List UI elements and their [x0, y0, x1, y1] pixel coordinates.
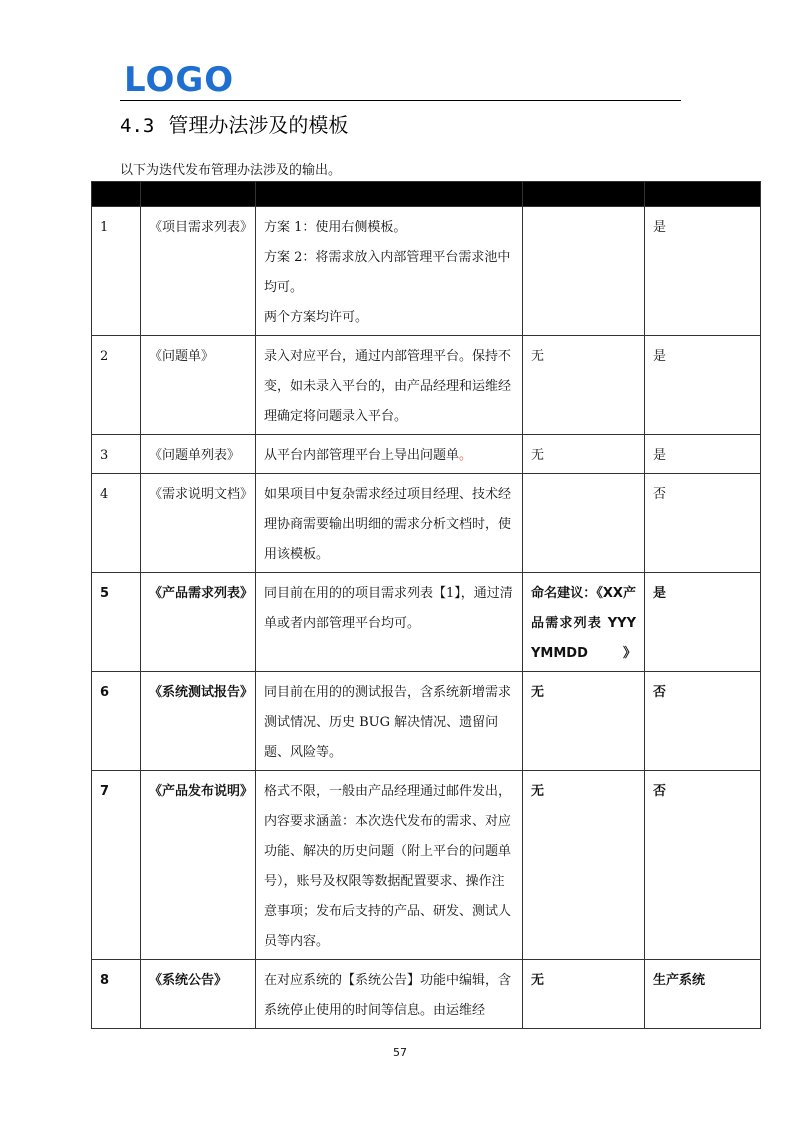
page-number: 57 [393, 1046, 407, 1059]
description-suffix: 。 [459, 448, 473, 463]
row-number: 6 [92, 672, 141, 771]
row-number: 1 [92, 207, 141, 336]
template-description: 如果项目中复杂需求经过项目经理、技术经理协商需要输出明细的需求分析文档时，使用该模板。 [256, 474, 523, 573]
description-line: 两个方案均许可。 [264, 310, 369, 325]
intro-paragraph: 以下为迭代发布管理办法涉及的输出。 [120, 163, 342, 178]
section-title: 管理办法涉及的模板 [168, 113, 349, 137]
required-flag: 生产系统 [645, 960, 761, 1029]
naming-suggestion: 无 [523, 672, 645, 771]
description-line: 方案 2：将需求放入内部管理平台需求池中均可。 [264, 250, 511, 295]
template-description: 同目前在用的的项目需求列表【1】，通过清单或者内部管理平台均可。 [256, 573, 523, 672]
logo: LOGO [124, 60, 235, 100]
section-number: 4.3 [120, 115, 155, 137]
table-header-row [92, 182, 761, 207]
table-row [92, 573, 761, 672]
required-flag: 是 [645, 336, 761, 435]
description-text: 从平台内部管理平台上导出问题单 [264, 448, 460, 463]
template-description: 同目前在用的的测试报告，含系统新增需求测试情况、历史 BUG 解决情况、遗留问题、风险等。 [256, 672, 523, 771]
row-number: 5 [92, 573, 141, 672]
naming-suggestion: 命名建议：《XX产品需求列表 YYYYMMDD》 [523, 573, 645, 672]
template-name: 《问题单》 [141, 336, 256, 435]
template-description: 录入对应平台，通过内部管理平台。保持不变，如未录入平台的，由产品经理和运维经理确定将问题录入平台。 [256, 336, 523, 435]
naming-suggestion: 无 [523, 435, 645, 474]
table-row [92, 672, 761, 771]
naming-suggestion: 无 [523, 960, 645, 1029]
template-name: 《需求说明文档》 [141, 474, 256, 573]
template-name: 《产品发布说明》 [141, 771, 256, 960]
row-number: 2 [92, 336, 141, 435]
template-description [256, 207, 523, 336]
required-flag: 是 [645, 573, 761, 672]
template-description [256, 435, 523, 474]
naming-suggestion: 无 [523, 771, 645, 960]
header-cell [92, 182, 141, 207]
header-cell [523, 182, 645, 207]
template-description: 格式不限，一般由产品经理通过邮件发出，内容要求涵盖：本次迭代发布的需求、对应功能、解决的历史问题（附上平台的问题单号），账号及权限等数据配置要求、操作注意事项；发布后支持的产品、研发、测试人员等内容。 [256, 771, 523, 960]
naming-suggestion: 无 [523, 336, 645, 435]
table-row [92, 474, 761, 573]
description-line: 方案 1：使用右侧模板。 [264, 220, 407, 235]
required-flag: 是 [645, 435, 761, 474]
required-flag: 否 [645, 771, 761, 960]
header-cell [141, 182, 256, 207]
header-cell [256, 182, 523, 207]
table-row [92, 336, 761, 435]
table-row [92, 435, 761, 474]
template-name: 《产品需求列表》 [141, 573, 256, 672]
table-row [92, 207, 761, 336]
naming-suggestion [523, 474, 645, 573]
section-heading [120, 112, 348, 139]
header-divider [120, 100, 681, 101]
naming-suggestion [523, 207, 645, 336]
template-name: 《系统测试报告》 [141, 672, 256, 771]
template-description: 在对应系统的【系统公告】功能中编辑，含系统停止使用的时间等信息。由运维经 [256, 960, 523, 1029]
row-number: 4 [92, 474, 141, 573]
header-cell [645, 182, 761, 207]
required-flag: 否 [645, 672, 761, 771]
template-table [91, 181, 761, 1029]
template-name: 《问题单列表》 [141, 435, 256, 474]
template-name: 《系统公告》 [141, 960, 256, 1029]
row-number: 3 [92, 435, 141, 474]
table-row [92, 771, 761, 960]
table-row [92, 960, 761, 1029]
row-number: 7 [92, 771, 141, 960]
template-name: 《项目需求列表》 [141, 207, 256, 336]
row-number: 8 [92, 960, 141, 1029]
required-flag: 是 [645, 207, 761, 336]
required-flag: 否 [645, 474, 761, 573]
